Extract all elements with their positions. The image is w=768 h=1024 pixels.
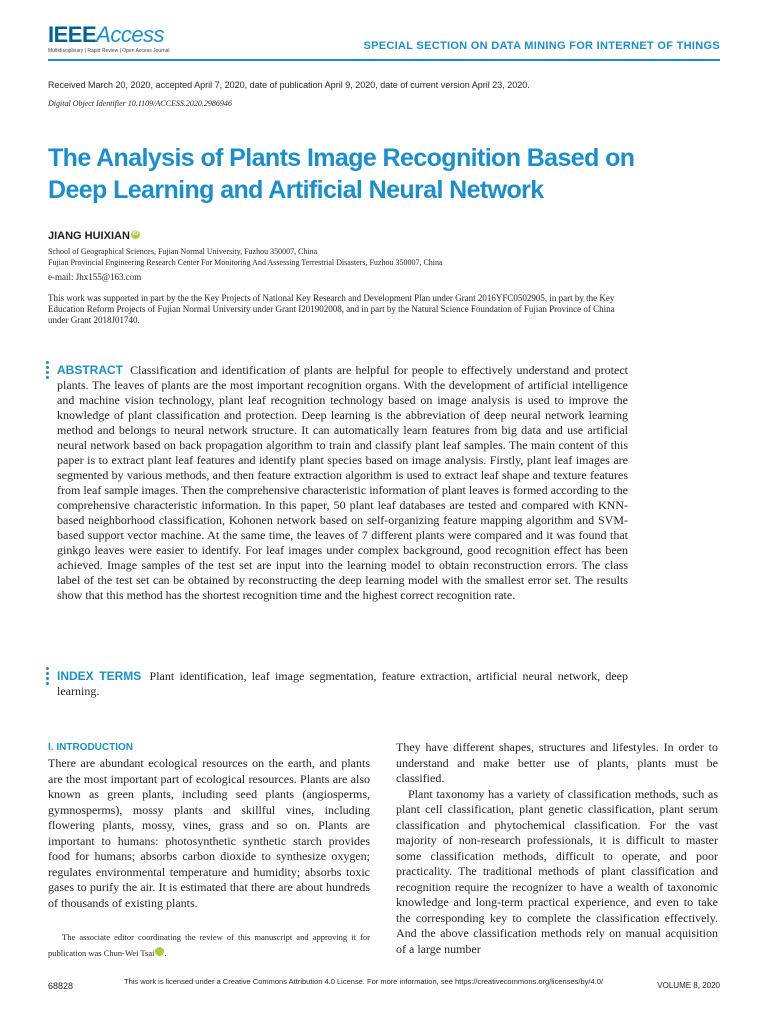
body-column-left: [48, 742, 370, 911]
intro-paragraph-1: There are abundant ecological resources on the earth, and plants are the most important part of ecological resources. Plants are also known as green plants, including seed plants (angiosperms, gymnosperms), mossy plants and skillful vines, including flowering plants, mossy, vines, grass and so on. Plants are important to humans: photosynthetic synthetic starch provides food for humans; absorbs carbon dioxide to synthesize oxygen; regulates environmental temperature and humidity; absorbs toxic gases to purify the air. It is estimated that there are about hundreds of thousands of existing plants.: [48, 756, 370, 910]
brand-access: Access: [96, 22, 165, 47]
journal-logo: [48, 24, 170, 54]
editor-note-text: The associate editor coordinating the review of this manuscript and approving it for publication was Chun-Wei Tsai: [48, 932, 370, 958]
intro-paragraph-2: They have different shapes, structures and lifestyles. In order to understand and make better use of plants, plants must be classified.: [396, 740, 718, 785]
author-email[interactable]: e-mail: Jhx155@163.com: [48, 272, 142, 282]
orcid-icon[interactable]: iD: [132, 231, 139, 237]
index-terms-text: Plant identification, leaf image segmentation, feature extraction, artificial neural network, deep learning.: [57, 669, 629, 698]
abstract: [57, 363, 628, 603]
affiliation-2: Fujian Provincial Engineering Research Center For Monitoring And Assessing Terrestrial Disasters, Fuzhou 350007, China: [48, 258, 443, 267]
author-name: JIANG HUIXIAN: [48, 230, 130, 242]
editor-note: The associate editor coordinating the review of this manuscript and approving it for publication was Chun-Wei Tsai iD.: [48, 932, 370, 958]
page-number: 68828: [48, 981, 74, 991]
received-dates: Received March 20, 2020, accepted April 7, 2020, date of publication April 9, 2020, date of current version April 23, 2020.: [48, 80, 530, 90]
section-heading-introduction: I. INTRODUCTION: [48, 742, 133, 753]
index-terms-dots-icon: [46, 667, 50, 689]
journal-tagline: Multidisciplinary | Rapid Review | Open Access Journal: [48, 48, 170, 54]
paper-title: The Analysis of Plants Image Recognition Based on Deep Learning and Artificial Neural Network: [48, 144, 635, 204]
index-terms-label: INDEX TERMS: [57, 669, 142, 683]
body-column-right: [396, 740, 718, 957]
journal-brand: [48, 24, 170, 46]
abstract-label: ABSTRACT: [57, 363, 123, 377]
brand-ieee: IEEE: [48, 22, 97, 47]
abstract-dots-icon: [46, 361, 50, 383]
author-line: [48, 230, 140, 242]
abstract-text: Classification and identification of plants are helpful for people to effectively understand and protect plants. The leaves of plants are the most important recognition organs. With the development of artificial intelligence and machine vision technology, plant leaf recognition technology based on image analysis is used to improve the knowledge of plant classification and protection. Deep learning is the abbreviation of deep neural network learning method and belongs to neural network structure. It can automatically learn features from big data and use artificial neural network based on back propagation algorithm to train and classify plant leaf samples. The main content of this paper is to extract plant leaf features and identify plant species based on image analysis. Firstly, plant leaf images are segmented by various methods, and then feature extraction algorithm is used to extract leaf shape and texture features from leaf sample images. Then the comprehensive characteristic information of plant leaves is formed according to the comprehensive characteristic information. In this paper, 50 plant leaf databases are tested and compared with KNN-based neighborhood classification, Kohonen network based on self-organizing feature mapping algorithm and SVM-based support vector machine. At the same time, the leaves of 7 different plants were compared and it was found that ginkgo leaves were easier to identify. For leaf images under complex background, good recognition effect has been achieved. Image samples of the test set are input into the learning model to obtain reconstruction errors. The class label of the test set can be obtained by reconstructing the deep learning model with the smallest error set. The results show that this method has the shortest recognition time and the highest correct recognition rate.: [57, 363, 629, 602]
license-note[interactable]: This work is licensed under a Creative Commons Attribution 4.0 License. For more information, see https://creativecommons.org/licenses/by/4.0/: [124, 977, 603, 986]
doi[interactable]: Digital Object Identifier 10.1109/ACCESS.2020.2986946: [48, 99, 232, 108]
funding-statement: This work was supported in part by the the Key Projects of National Key Research and Development Plan under Grant 2016YFC0502905, in part by the Key Education Reform Projects of Fujian Normal University under Grant I201902008, and in part by the Natural Science Foundation of Fujian Province of China under Grant 2018J01740.: [48, 293, 615, 325]
volume-label: VOLUME 8, 2020: [657, 981, 720, 990]
editor-orcid-icon[interactable]: iD: [155, 947, 164, 956]
header-rule: [48, 59, 720, 61]
index-terms: [57, 669, 628, 699]
intro-paragraph-3: Plant taxonomy has a variety of classification methods, such as plant cell classification, plant genetic classification, plant serum classification and phytochemical classification. For the vast majority of non-research professionals, it is difficult to master some classification methods, difficult to operate, and poor practicality. The traditional methods of plant classification and recognition require the recognizer to have a wealth of taxonomic knowledge and long-term practical experience, and even to take the corresponding key to complete the classification effectively. And the above classification methods rely on manual acquisition of a large number: [396, 786, 718, 956]
special-section-title: SPECIAL SECTION ON DATA MINING FOR INTERNET OF THINGS: [363, 40, 720, 52]
affiliation-1: School of Geographical Sciences, Fujian Normal University, Fuzhou 350007, China: [48, 247, 318, 256]
